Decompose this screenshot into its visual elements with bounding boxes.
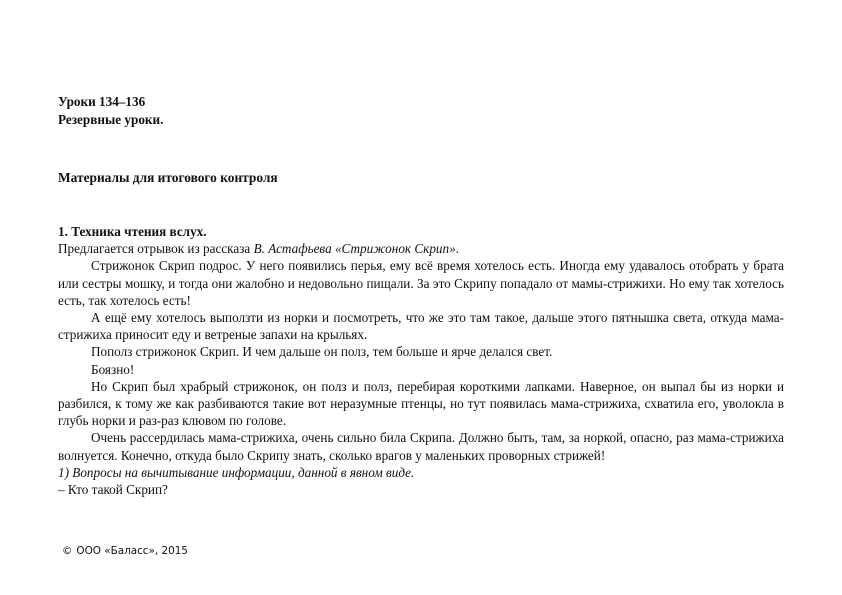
- reading-task: [58, 223, 784, 498]
- copyright-symbol: ©: [62, 545, 73, 557]
- question-item: – Кто такой Скрип?: [58, 482, 168, 498]
- task-intro-source: В. Астафьева «Стрижонок Скрип»: [253, 241, 456, 257]
- task-intro: [58, 240, 784, 257]
- story-paragraph: А ещё ему хотелось выползти из норки и посмотреть, что же это там такое, дальше этого пятнышка света, откуда мама-стрижиха приносит еду и ветреные запахи на крыльях.: [58, 310, 784, 343]
- questions-heading: 1) Вопросы на вычитывание информации, данной в явном виде.: [58, 464, 415, 480]
- story-paragraph: Боязно!: [91, 361, 135, 377]
- copyright-text: ООО «Баласс», 2015: [76, 545, 188, 557]
- task-intro-prefix: Предлагается отрывок из рассказа: [58, 241, 254, 257]
- task-intro-suffix: .: [455, 241, 460, 257]
- story-paragraph: Пополз стрижонок Скрип. И чем дальше он полз, тем больше и ярче делался свет.: [91, 344, 553, 360]
- story-paragraph: Но Скрип был храбрый стрижонок, он полз и полз, перебирая короткими лапками. Наверное, он выпал бы из норки и разбился, к тому же как разбиваются такие вот неразумные птенцы, но тут появилась мама-стрижиха, схватила его, уволокла в глубь норки и раз-раз клювом по голове.: [58, 378, 784, 429]
- lesson-type: Резервные уроки.: [58, 112, 164, 127]
- section-title: Материалы для итогового контроля: [58, 170, 278, 185]
- copyright-footer: [62, 545, 188, 557]
- lesson-header: [58, 93, 163, 129]
- lesson-range: Уроки 134–136: [58, 94, 146, 109]
- story-paragraph: Очень рассердилась мама-стрижиха, очень сильно била Скрипа. Должно быть, там, за норкой, опасно, раз мама-стрижиха волнуется. Конечно, откуда было Скрипу знать, сколько врагов у маленьких проворных стрижей!: [58, 430, 784, 463]
- story-paragraph: Стрижонок Скрип подрос. У него появились перья, ему всё время хотелось есть. Иногда ему удавалось отобрать у брата или сестры мошку, и тогда они жалобно и недовольно пищали. За это Скрипу попадало от мамы-стрижихи. Но ему так хотелось есть, так хотелось есть!: [58, 258, 784, 308]
- task-heading: 1. Техника чтения вслух.: [58, 224, 207, 239]
